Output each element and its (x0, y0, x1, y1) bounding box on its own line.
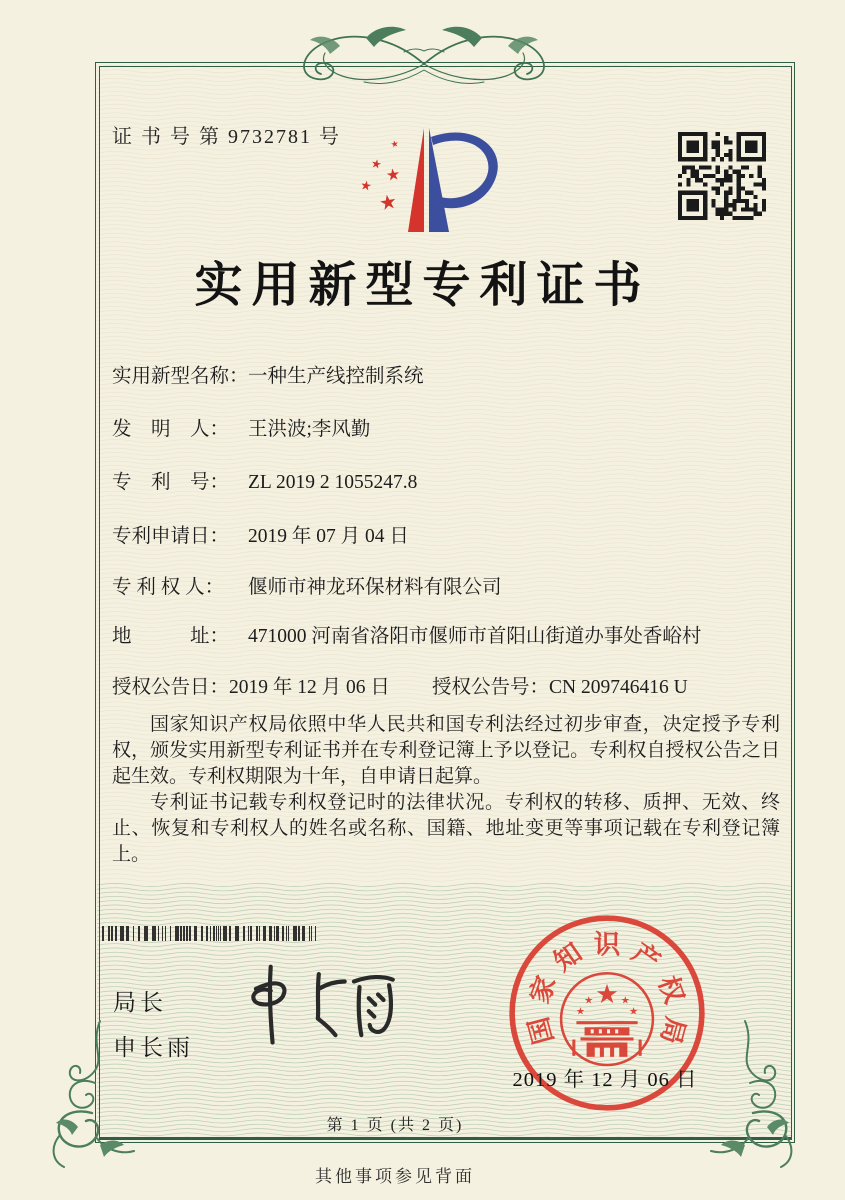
field-row-patentee (112, 571, 502, 599)
svg-text:★: ★ (595, 979, 619, 1011)
barcode (102, 926, 320, 941)
field-label: 地 址： (112, 626, 230, 647)
field-row-name (112, 360, 424, 388)
star-icon: ★ (389, 139, 400, 151)
page-number: 第 1 页 (共 2 页) (326, 1117, 464, 1134)
seal-ring-character: 产 (626, 937, 666, 977)
seal-ring-character: 局 (655, 1013, 691, 1048)
logo-blue-wedge (429, 128, 449, 232)
field-value: 一种生产线控制系统 (248, 366, 424, 387)
star-icon: ★ (369, 156, 384, 172)
star-icon: ★ (377, 188, 399, 216)
grant-row (112, 671, 390, 699)
field-value: 王洪波;李风勤 (248, 419, 371, 440)
seal-ring-character: 国 (523, 1013, 559, 1048)
field-label: 发 明 人： (112, 419, 230, 440)
field-row-patent-no (112, 466, 417, 494)
commissioner-signature (230, 950, 415, 1050)
field-value: 偃师市神龙环保材料有限公司 (248, 577, 502, 598)
field-label: 实用新型名称： (112, 366, 249, 387)
seal-ring-character: 知 (548, 937, 588, 977)
grant-no-value: CN 209746416 U (549, 677, 688, 698)
legal-paragraph: 专利证书记载专利权登记时的法律状况。专利权的转移、质押、无效、终止、恢复和专利权人的姓名或名称、国籍、地址变更等事项记载在专利登记簿上。 (112, 792, 780, 865)
field-value: ZL 2019 2 1055247.8 (248, 472, 418, 493)
commissioner-title: 局长 (113, 990, 167, 1015)
svg-text:★: ★ (628, 1006, 639, 1018)
field-row-inventor (112, 413, 370, 441)
svg-text:★: ★ (620, 995, 630, 1007)
seal-ring-character: 家 (524, 972, 562, 1008)
field-value: 2019 年 07 月 04 日 (248, 526, 409, 547)
field-label: 专 利 权 人： (112, 577, 225, 598)
grant-date-value: 2019 年 12 月 06 日 (229, 677, 390, 698)
grant-no-group (432, 671, 688, 699)
legal-text-block (112, 712, 780, 868)
grant-no-label: 授权公告号： (432, 677, 550, 698)
star-icon: ★ (358, 178, 373, 195)
legal-paragraph: 国家知识产权局依照中华人民共和国专利法经过初步审查，决定授予专利权，颁发实用新型专利证书并在专利登记簿上予以登记。专利权自授权公告之日起生效。专利权期限为十年，自申请日起算。 (112, 714, 780, 787)
star-icon: ★ (384, 164, 402, 185)
qr-code (678, 132, 766, 220)
field-label: 专利申请日： (112, 526, 230, 547)
field-row-filing-date (112, 520, 409, 548)
certificate-title: 实用新型专利证书 (194, 259, 651, 312)
field-value: 471000 河南省洛阳市偃师市首阳山街道办事处香峪村 (248, 626, 702, 647)
field-row-address (112, 620, 701, 648)
field-label: 专 利 号： (112, 472, 230, 493)
certificate-number: 证 书 号 第 9732781 号 (112, 126, 341, 148)
back-side-note: 其他事项参见背面 (315, 1167, 475, 1186)
seal-date: 2019 年 12 月 06 日 (512, 1069, 698, 1091)
grant-date-label: 授权公告日： (112, 677, 230, 698)
svg-text:★: ★ (584, 995, 594, 1007)
seal-ring-character: 识 (593, 929, 621, 960)
svg-text:★: ★ (575, 1006, 586, 1018)
seal-ring-character: 权 (652, 972, 690, 1008)
commissioner-name: 申长雨 (113, 1035, 194, 1060)
logo-red-wedge (408, 128, 424, 232)
